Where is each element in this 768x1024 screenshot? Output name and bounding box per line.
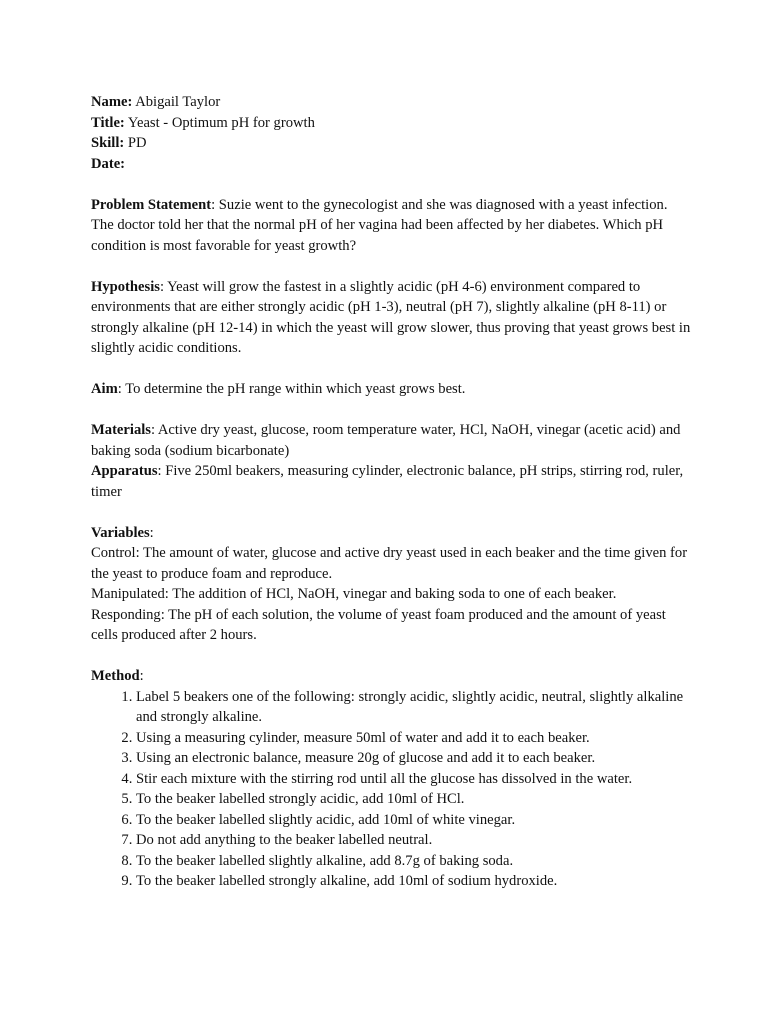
variables-heading (91, 523, 691, 544)
variables-colon: : (149, 524, 154, 541)
skill-value: PD (127, 135, 147, 151)
aim (91, 379, 691, 400)
method-step: 8. To the beaker labelled slightly alkaline, add 8.7g of baking soda. (136, 851, 691, 872)
method-step: 6. To the beaker labelled slightly acidic, add 10ml of white vinegar. (136, 810, 691, 831)
skill-label: Skill: (91, 135, 125, 151)
apparatus-text: : Five 250ml beakers, measuring cylinder, electronic balance, pH strips, stirring rod, ruler, timer (91, 463, 684, 500)
materials-text: : Active dry yeast, glucose, room temperature water, HCl, NaOH, vinegar (acetic acid) and baking soda (sodium bicarbonate) (91, 422, 681, 459)
control-variable: Control: The amount of water, glucose and active dry yeast used in each beaker and the time given for the yeast to produce foam and reproduce. (91, 545, 688, 582)
title-value: Yeast - Optimum pH for growth (127, 114, 315, 131)
problem-label: Problem Statement (91, 196, 212, 213)
variables-label: Variables (91, 524, 150, 541)
apparatus-label: Apparatus (91, 463, 158, 479)
skill-line (91, 133, 691, 154)
method-label: Method (91, 668, 140, 684)
manipulated-variable: Manipulated: The addition of HCl, NaOH, vinegar and baking soda to one of each beaker. (91, 586, 617, 602)
name-value: Abigail Taylor (135, 94, 221, 110)
hypothesis-label: Hypothesis (91, 278, 160, 295)
responding-variable: Responding: The pH of each solution, the volume of yeast foam produced and the amount of yeast cells produced after 2 hours. (91, 606, 666, 643)
date-label: Date: (91, 155, 126, 172)
materials (91, 420, 691, 461)
method-step: 2. Using a measuring cylinder, measure 50ml of water and add it to each beaker. (136, 728, 691, 749)
name-line (91, 92, 691, 113)
method-steps (91, 687, 691, 892)
materials-label: Materials (91, 422, 151, 438)
title-line (91, 113, 691, 134)
method-step: 1. Label 5 beakers one of the following: strongly acidic, slightly acidic, neutral, slightly alkaline and strongly alkaline. (136, 687, 691, 728)
method-colon: : (139, 668, 144, 684)
document-page (91, 92, 691, 892)
aim-label: Aim (91, 381, 118, 397)
problem-statement (91, 195, 691, 257)
method-step: 9. To the beaker labelled strongly alkaline, add 10ml of sodium hydroxide. (136, 871, 691, 892)
method-step: 3. Using an electronic balance, measure 20g of glucose and add it to each beaker. (136, 748, 691, 769)
method-step: 5. To the beaker labelled strongly acidic, add 10ml of HCl. (136, 789, 691, 810)
method-step: 7. Do not add anything to the beaker labelled neutral. (136, 830, 691, 851)
date-line (91, 154, 691, 175)
hypothesis-text: : Yeast will grow the fastest in a slightly acidic (pH 4-6) environment compared to environments that are either strongly acidic (pH 1-3), neutral (pH 7), slightly alkaline (pH 8-11) or strongly alkaline (pH 12-14) in which the yeast will grow slower, thus proving that yeast grows best in slightly acidic conditions. (91, 278, 691, 356)
method-step: 4. Stir each mixture with the stirring rod until all the glucose has dissolved in the water. (136, 769, 691, 790)
title-label: Title: (91, 114, 125, 131)
problem-text: : Suzie went to the gynecologist and she was diagnosed with a yeast infection. The doctor told her that the normal pH of her vagina had been affected by her diabetes. Which pH condition is most favorable for yeast growth? (91, 196, 668, 254)
hypothesis (91, 277, 691, 359)
method-heading (91, 666, 691, 687)
name-label: Name: (91, 94, 133, 110)
apparatus (91, 461, 691, 502)
aim-text: : To determine the pH range within which yeast grows best. (117, 381, 466, 397)
